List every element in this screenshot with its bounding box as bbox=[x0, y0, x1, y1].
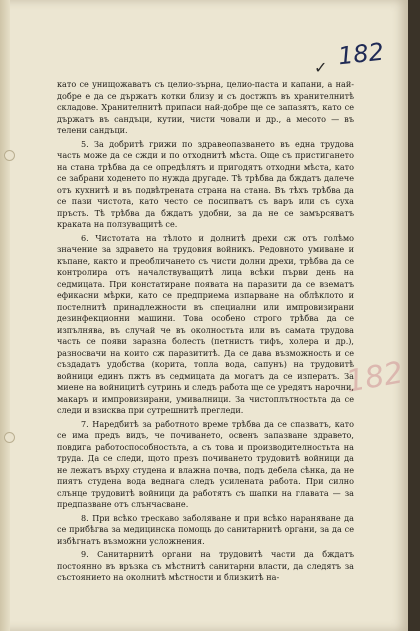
page-binding-edge bbox=[0, 0, 10, 631]
body-text bbox=[57, 79, 354, 586]
faded-stamp-number: 182 bbox=[343, 355, 406, 400]
paragraph-5: 5. За добритѣ грижи по здравеопазването въ една трудова часть може да се сжди и по отходнитѣ мѣста. Още съ пристигането на стана трѣбва да се опредѣлятъ и пригодятъ отходни мѣста, като се забрани ходенето по нужда другаде. Тѣ трѣбва да бждатъ далече отъ кухнитѣ и въ подвѣтрената страна на стана. Въ тѣхъ трѣбва да се пази чистота, като често се посипватъ съ варъ или съ суха пръсть. Тѣ трѣбва да бждатъ удобни, за да не се замърсяватъ краката на ползуващитѣ се. bbox=[57, 138, 354, 229]
punch-hole bbox=[4, 432, 15, 443]
paragraph-9: 9. Санитарнитѣ органи на трудовитѣ части да бждатъ постоянно въ връзка съ мѣстнитѣ санитарни власти, да следятъ за състоянието на околнитѣ мѣстности и близкитѣ на- bbox=[57, 549, 354, 582]
folio-check-mark: ✓ bbox=[314, 58, 328, 77]
folio-number: 182 bbox=[336, 37, 386, 71]
paragraph-7: 7. Наредбитѣ за работното време трѣбва да се спазватъ, като се има предъ видъ, че почиването, освенъ запазване здравето, повдига работоспособностьта, а съ това и производителностьта на труда. Да се следи, щото презъ почиването трудовитѣ войници да не лежатъ върху студена и влажна почва, подъ дебела сѣнка, да не пиятъ студена вода веднага следъ усилената работа. При силно слънце трудовитѣ войници да работятъ съ шапки на главата — за предпазване отъ слънчасване. bbox=[57, 418, 354, 509]
paragraph-continuation: като се унищожаватъ съ целио-зърна, целио-паста и капани, а най-добре е да се държатъ котки близу и съ достжпъ въ хранителнитѣ складове. Хранителнитѣ припаси най-добре ще се запазятъ, като се държатъ въ сандъци, кутии, чисти човали и др., а месото — въ телени сандъци. bbox=[57, 79, 354, 135]
punch-hole bbox=[4, 150, 15, 161]
paragraph-8: 8. При всѣко трескаво заболяване и при всѣко нараняване да се прибѣгва за медицинска помощь до санитарнитѣ органи, за да се избѣгнатъ възможни усложнения. bbox=[57, 512, 354, 546]
paragraph-6: 6. Чистотата на тѣлото и долнитѣ дрехи сж отъ голѣмо значение за здравето на трудовия войникъ. Редовното умиване и къпане, както и преобличането съ чисти долни дрехи, трѣбва да се контролира отъ началствуващитѣ лица всѣки първи день на седмицата. При констатиране появата на паразити да се взематъ ефикасни мѣрки, като се предприема изпарване на облѣклото и постелнитѣ принадлежности въ специални или импровизирани дезинфекционни машини. Това особено строго трѣбва да се изпълнява, въ случай че въ околностьта или въ самата трудова часть се появи заразна болесть (петнистъ тифъ, холера и др.), разносвачи на които сж паразититѣ. Да се дава възможность и се създадатъ удобства (корита, топла вода, сапунъ) на трудовитѣ войници единъ пжтъ въ седмицата да могатъ да се изператъ. За миене на войницитѣ сутринь и следъ работа ще се уредятъ нарочни, макаръ и импровизирани, умивалници. За чистоплътностьта да се следи и взисква при сутрешнитѣ прегледи. bbox=[57, 232, 354, 415]
